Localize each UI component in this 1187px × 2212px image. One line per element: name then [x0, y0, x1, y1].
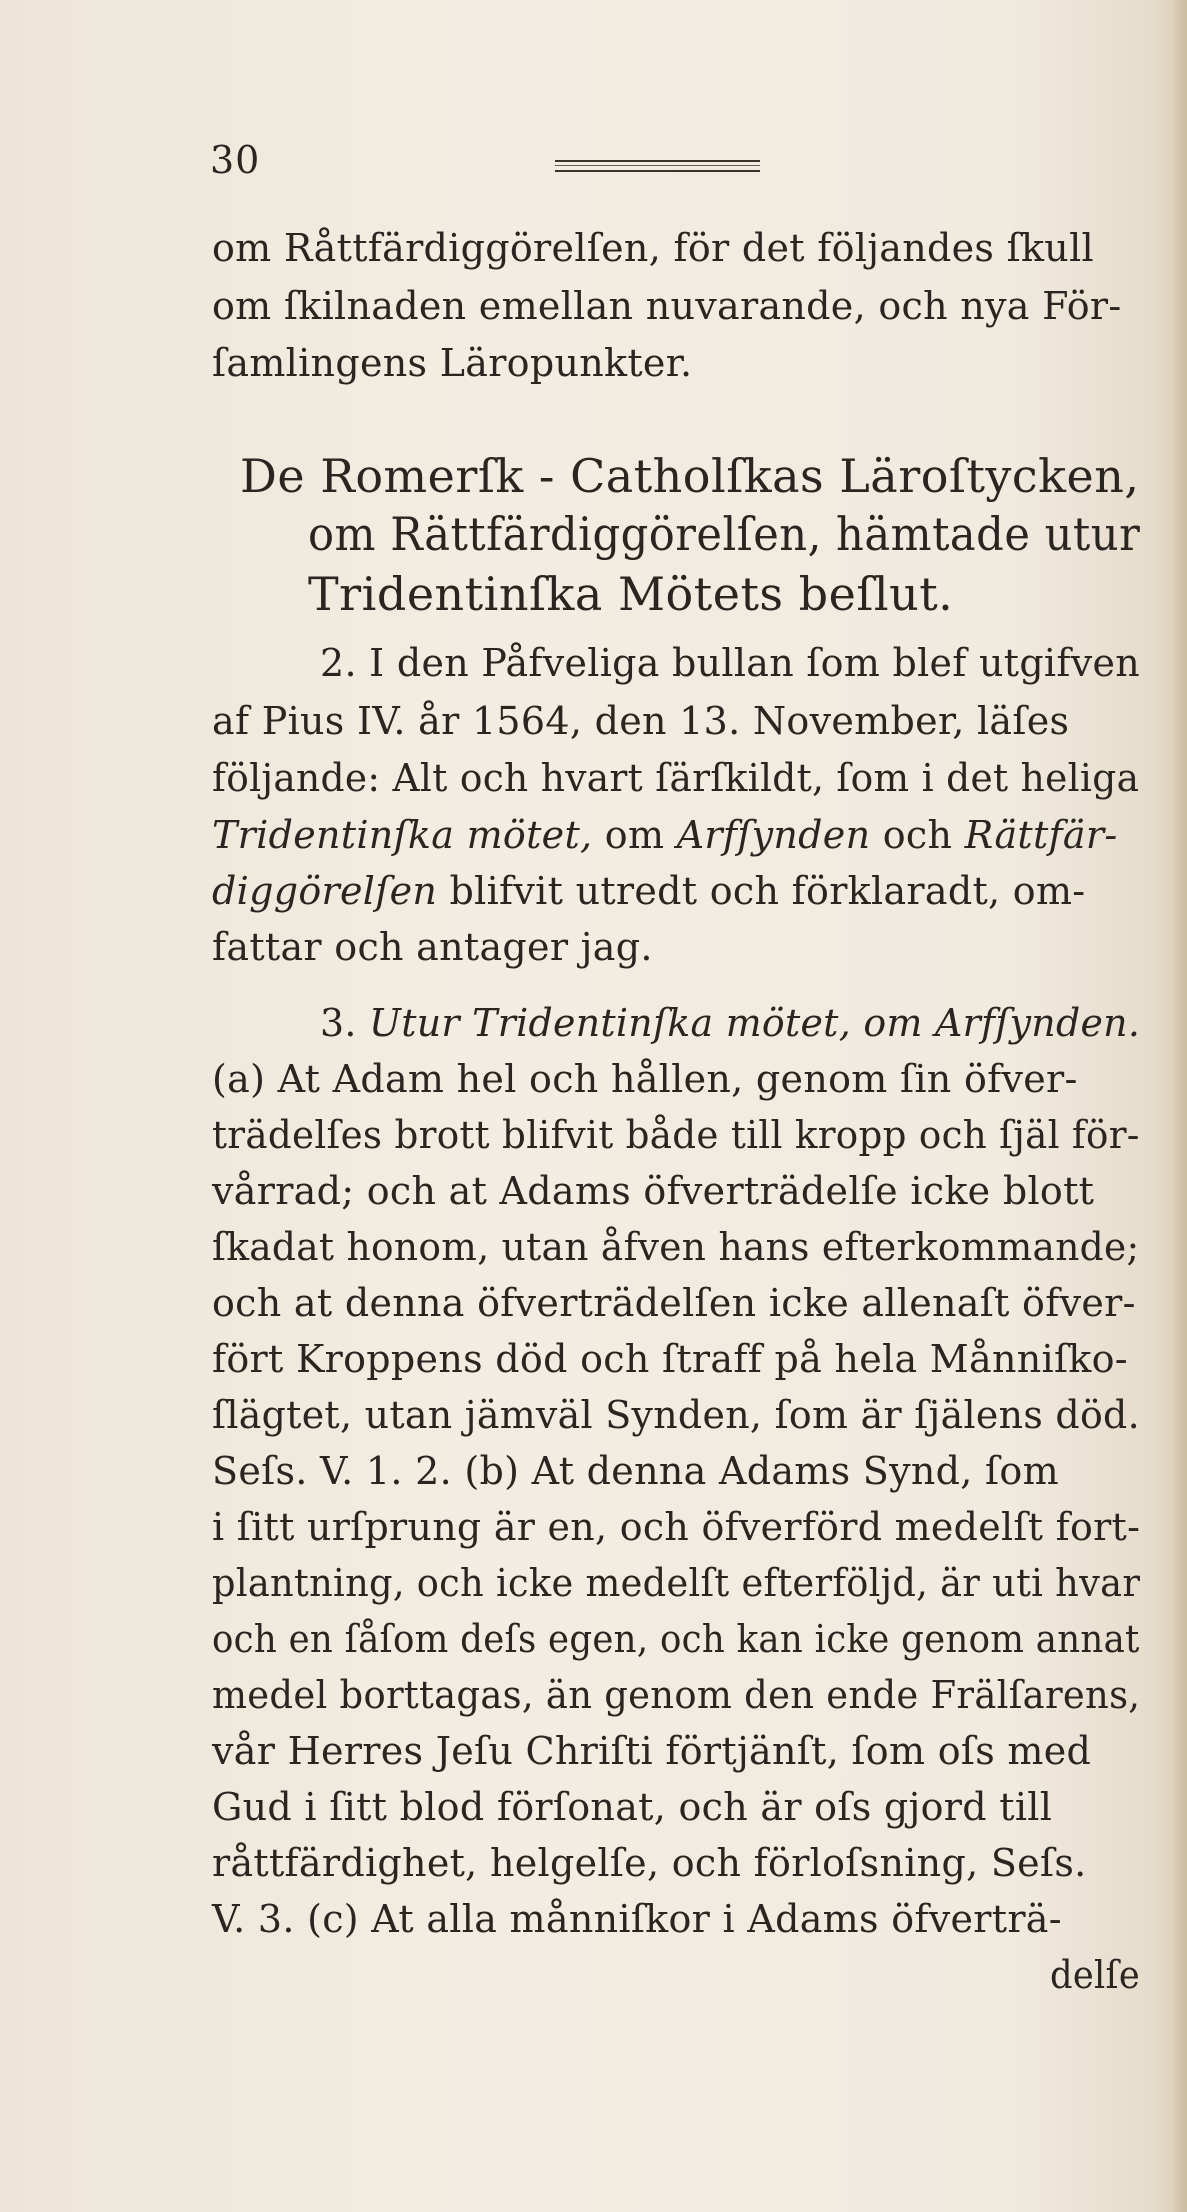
section2-line-5 — [212, 868, 1085, 914]
intro-line-1: om Råttfärdiggörelſen, för det följandes ſkull — [212, 226, 1094, 270]
section2-line-4 — [212, 812, 1117, 858]
page-number: 30 — [210, 138, 261, 182]
italic-arfsynden: Arfſynden — [676, 813, 871, 857]
catchword: delſe — [1050, 1953, 1141, 1997]
heading-line-3: Tridentinſka Mötets beſlut. — [308, 567, 954, 621]
italic-tridentinska: Tridentinſka mötet, — [212, 813, 593, 857]
section3-line-11: och en ſåſom deſs egen, och kan icke genom annat — [212, 1617, 1140, 1661]
section3-number: 3. — [320, 1001, 357, 1045]
section3-line-10: plantning, och icke medelſt efterföljd, är uti hvar — [212, 1561, 1141, 1605]
italic-rattfar: Rättfär- — [964, 813, 1118, 857]
section3-line-9: i ſitt urſprung är en, och öfverförd medelſt fort- — [212, 1505, 1141, 1549]
section3-line-3: vårrad; och at Adams öfverträdelſe icke blott — [212, 1169, 1095, 1213]
section2-line-6: fattar och antager jag. — [212, 925, 653, 969]
section3-line-8: Seſs. V. 1. 2. (b) At denna Adams Synd, ſom — [212, 1449, 1059, 1493]
section3-line-2: trädelſes brott blifvit både till kropp och ſjäl för- — [212, 1113, 1140, 1157]
section3-line-1: (a) At Adam hel och hållen, genom ſin öfver- — [212, 1057, 1078, 1101]
text-rest: blifvit utredt och förklaradt, om- — [437, 869, 1086, 913]
italic-diggorelsen: diggörelſen — [212, 869, 438, 913]
intro-line-3: ſamlingens Läropunkter. — [212, 341, 693, 385]
section3-line-6: fört Kroppens död och ſtraff på hela Månniſko- — [212, 1337, 1128, 1381]
page-spine-shadow — [1173, 0, 1187, 2212]
section3-line-4: ſkadat honom, utan åfven hans efterkommande; — [212, 1225, 1140, 1269]
section3-title-line — [320, 1000, 1140, 1046]
section3-line-16: V. 3. (c) At alla månniſkor i Adams öfverträ- — [212, 1897, 1062, 1941]
text-om: om — [592, 813, 677, 857]
intro-line-2: om ſkilnaden emellan nuvarande, och nya För- — [212, 284, 1122, 328]
section2-line-1: 2. I den Påfveliga bullan ſom blef utgifven — [320, 641, 1140, 685]
section2-line-3: följande: Alt och hvart ſärſkildt, ſom i det heliga — [212, 756, 1140, 800]
section3-line-7: ſlägtet, utan jämväl Synden, ſom är ſjälens död. — [212, 1393, 1140, 1437]
section3-title: Utur Tridentinſka mötet, om Arfſynden. — [369, 1001, 1141, 1045]
section3-line-5: och at denna öfverträdelſen icke allenaſt öfver- — [212, 1281, 1136, 1325]
section3-line-14: Gud i ſitt blod förſonat, och är oſs gjord till — [212, 1785, 1053, 1829]
section2-line-2: af Pius IV. år 1564, den 13. November, läſes — [212, 699, 1070, 743]
section3-line-15: råttfärdighet, helgelſe, och förloſsning, Seſs. — [212, 1841, 1087, 1885]
section3-line-12: medel borttagas, än genom den ende Frälſarens, — [212, 1673, 1141, 1717]
heading-line-1: De Romerſk - Catholſkas Läroſtycken, — [240, 449, 1140, 503]
header-rule — [555, 160, 760, 172]
section3-line-13: vår Herres Jeſu Chriſti förtjänſt, ſom oſs med — [212, 1729, 1092, 1773]
text-och: och — [870, 813, 965, 857]
heading-line-2: om Rättfärdiggörelſen, hämtade utur — [308, 507, 1141, 561]
